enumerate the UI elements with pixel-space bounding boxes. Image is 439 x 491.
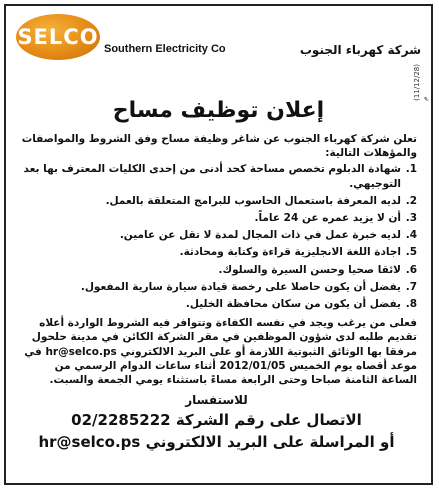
intro-text: تعلن شركة كهرباء الجنوب عن شاغر وظيفة مساح وفق الشروط والمواصفات والمؤهلات التالية: [21, 133, 417, 160]
advertisement-frame [4, 4, 433, 485]
contact-section [16, 393, 417, 453]
requirement-text: شهادة الدبلوم تخصص مساحة كحد أدنى من إحدى الكليات المعترف بها بعد التوجيهي. [23, 163, 401, 190]
requirement-item [16, 245, 417, 259]
requirement-item [16, 211, 417, 225]
contact-phone: الاتصال على رقم الشركة 02/2285222 [71, 411, 362, 430]
requirement-item [16, 297, 417, 311]
company-name-english: Southern Electricity Co [104, 43, 226, 55]
requirement-item [16, 228, 417, 242]
requirement-item [16, 162, 417, 190]
application-instructions: فعلى من يرغب ويجد في نفسه الكفاءة وتتوافر فيه الشروط الواردة أعلاه تقديم طلبه لدى شؤون الموظفين في مقر الشركة الكائن في مدينة حلحول مرفقا بها الوثائق الثبوتية اللازمة أو على البريد الالكتروني hr@selco.ps في موعد أقصاه يوم الخميس 2012/01/05 أثناء ساعات الدوام الرسمي من الساعة الثامنة صباحا وحتى الرابعة مساءً باستثناء يومي الجمعة والسبت. [24, 317, 417, 387]
requirement-text: يفضل أن يكون حاصلا على رخصة قيادة سيارة سارية المفعول. [80, 280, 401, 293]
requirement-text: لائقا صحيا وحسن السيرة والسلوك. [218, 263, 401, 276]
contact-heading: للاستفسار [185, 393, 248, 408]
reference-code: (11/12/28) م [413, 64, 429, 101]
contact-email: أو المراسلة على البريد الالكتروني hr@selco.ps [38, 433, 395, 452]
requirement-text: لديه خبرة عمل في ذات المجال لمدة لا تقل عن عامين. [119, 229, 401, 242]
requirement-number: 3. [405, 212, 417, 225]
requirements-list [16, 162, 417, 311]
page-title: إعلان توظيف مساح [112, 98, 325, 123]
requirement-number: 1. [405, 163, 417, 176]
requirement-number: 8. [405, 298, 417, 311]
announcement-body [16, 132, 417, 453]
requirement-item [16, 194, 417, 208]
requirement-item [16, 280, 417, 294]
requirement-number: 5. [405, 246, 417, 259]
header [6, 6, 431, 101]
logo-text: SELCO [17, 25, 99, 49]
requirement-text: يفضل أن يكون من سكان محافظة الخليل. [185, 298, 401, 311]
requirement-number: 2. [405, 194, 417, 207]
requirement-text: اجادة اللغة الانجليزية قراءة وكتابة ومحادثة. [179, 246, 401, 259]
requirement-text: لديه المعرفة باستعمال الحاسوب للبرامج المتعلقة بالعمل. [105, 194, 401, 207]
requirement-number: 4. [405, 229, 417, 242]
requirement-text: أن لا يزيد عمره عن 24 عاماً. [254, 212, 401, 225]
selco-logo [16, 14, 100, 60]
requirement-number: 6. [405, 263, 417, 276]
company-name-arabic: شركة كهرباء الجنوب [299, 43, 421, 57]
requirement-number: 7. [405, 280, 417, 293]
requirement-item [16, 263, 417, 277]
